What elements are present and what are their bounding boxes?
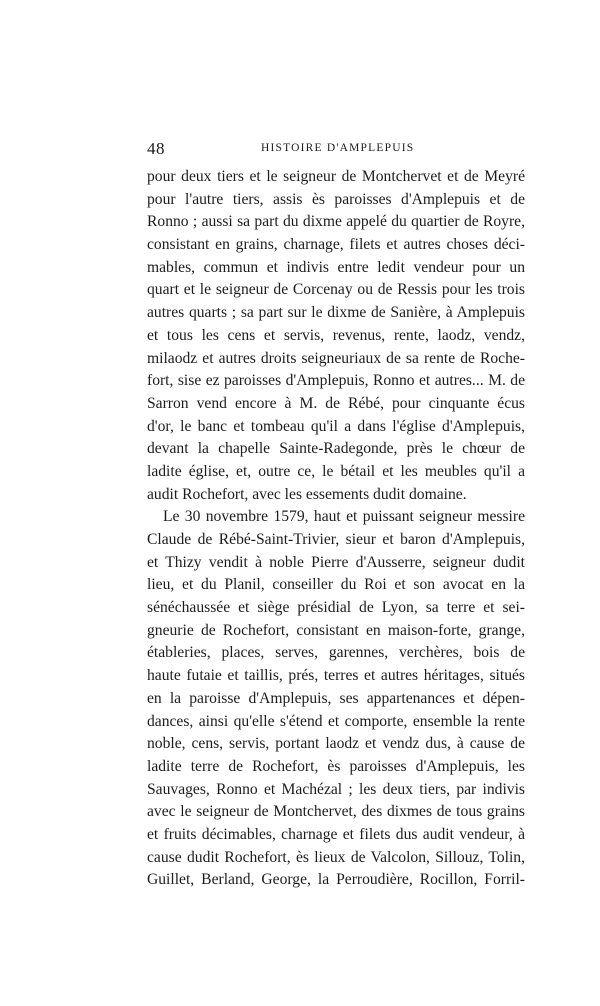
text-line: sénéchaussée et siège présidial de Lyon, sa terre et sei-	[147, 599, 525, 617]
text-line: consistant en grains, charnage, filets et autres choses déci-	[147, 236, 525, 254]
text-line: dances, ainsi qu'elle s'étend et comporte, ensemble la rente	[147, 712, 525, 730]
text-line: lieu, et du Planil, conseiller du Roi et son avocat en la	[147, 576, 525, 594]
text-line: pour deux tiers et le seigneur de Montchervet et de Meyré	[147, 168, 525, 185]
text-line: d'or, le banc et tombeau qu'il a dans l'église d'Amplepuis,	[147, 417, 525, 435]
text-line: Sauvages, Ronno et Machézal ; les deux tiers, par indivis	[147, 780, 525, 798]
text-line: fort, sise ez paroisses d'Amplepuis, Ronno et autres... M. de	[147, 372, 525, 390]
text-line: Claude de Rébé-Saint-Trivier, sieur et baron d'Amplepuis,	[147, 531, 525, 548]
text-line: quart et le seigneur de Corcenay ou de Ressis pour les trois	[147, 281, 525, 299]
text-line: et Thizy vendit à noble Pierre d'Ausserre, seigneur dudit	[147, 553, 525, 571]
text-line: Ronno ; aussi sa part du dixme appelé du quartier de Royre,	[147, 213, 525, 231]
text-line: audit Rochefort, avec les essements dudit domaine.	[147, 485, 467, 503]
text-line: noble, cens, servis, portant laodz et vendz dus, à cause de	[147, 735, 525, 753]
text-line: avec le seigneur de Montchervet, des dixmes de tous grains	[147, 803, 525, 821]
text-line: Guillet, Berland, George, la Perroudière, Rocillon, Forril-	[147, 871, 525, 889]
body-text	[147, 166, 525, 892]
text-line: autres quarts ; sa part sur le dixme de Sanière, à Amplepuis	[147, 304, 525, 322]
text-line: ladite église, et, outre ce, le bétail et les meubles qu'il a	[147, 462, 525, 480]
text-line: en la paroisse d'Amplepuis, ses appartenances et dépen-	[147, 689, 525, 707]
text-line: et tous les cens et servis, revenus, rente, laodz, vendz,	[147, 326, 525, 344]
text-line: devant la chapelle Sainte-Radegonde, près le chœur de	[147, 440, 525, 458]
running-head	[147, 139, 526, 161]
text-line: Sarron vend encore à M. de Rébé, pour cinquante écus	[147, 394, 525, 412]
text-line: cause dudit Rochefort, ès lieux de Valcolon, Sillouz, Tolin,	[147, 848, 525, 866]
text-line: pour l'autre tiers, assis ès paroisses d'Amplepuis et de	[147, 190, 525, 208]
text-line: Le 30 novembre 1579, haut et puissant seigneur messire	[163, 508, 525, 526]
text-line: gneurie de Rochefort, consistant en maison-forte, grange,	[147, 621, 525, 639]
text-line: étableries, places, serves, garennes, verchères, bois de	[147, 644, 525, 662]
text-line: et fruits décimables, charnage et filets dus audit vendeur, à	[147, 825, 525, 843]
text-line: ladite terre de Rochefort, ès paroisses d'Amplepuis, les	[147, 757, 525, 775]
text-line: mables, commun et indivis entre ledit vendeur pour un	[147, 258, 525, 276]
page-number: 48	[147, 139, 165, 158]
text-line: milaodz et autres droits seigneuriaux de sa rente de Roche-	[147, 349, 525, 367]
running-title: HISTOIRE D'AMPLEPUIS	[261, 142, 415, 154]
text-line: haute futaie et taillis, prés, terres et autres héritages, situés	[147, 667, 525, 685]
